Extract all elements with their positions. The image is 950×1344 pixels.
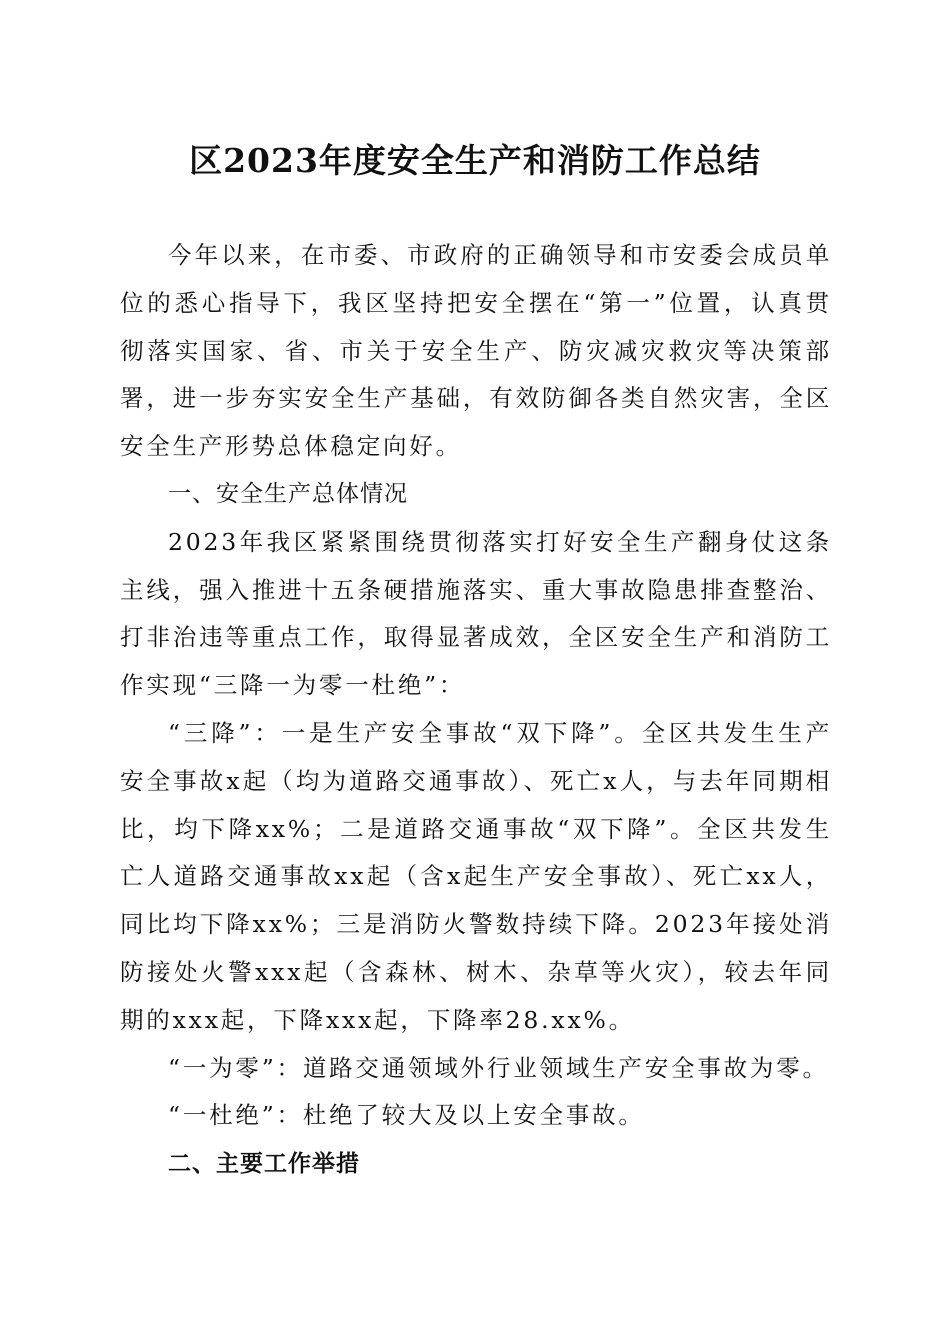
section-heading-1: 一、安全生产总体情况 <box>168 480 408 507</box>
section-heading-2: 二、主要工作举措 <box>168 1151 360 1178</box>
section1-paragraph-4: “一杜绝”：杜绝了较大及以上安全事故。 <box>168 1101 645 1130</box>
document-title: 区2023年度安全生产和消防工作总结 <box>189 141 761 180</box>
intro-paragraph: 今年以来，在市委、市政府的正确领导和市安委会成员单位的悉心指导下，我区坚持把安全摆在“第一”位置，认真贯彻落实国家、省、市关于安全生产、防灾减灾救灾等决策部署，进一步夯实安全生产基础，有效防御各类自然灾害，全区安全生产形势总体稳定向好。 <box>120 241 832 461</box>
section1-paragraph-3: “一为零”：道路交通领域外行业领域生产安全事故为零。 <box>168 1053 829 1082</box>
section1-paragraph-2: “三降”：一是生产安全事故“双下降”。全区共发生生产安全事故x起（均为道路交通事故）、死亡x人，与去年同期相比，均下降xx%；二是道路交通事故“双下降”。全区共发生亡人道路交通事故xx起（含x起生产安全事故）、死亡xx人，同比均下降xx%；三是消防火警数持续下降。2023年接处消防接处火警xxx起（含森林、树木、杂草等火灾），较去年同期的xxx起，下降xxx起，下降率28.xx%。 <box>120 718 832 1034</box>
document-body <box>120 232 832 1189</box>
section1-paragraph-1: 2023年我区紧紧围绕贯彻落实打好安全生产翻身仗这条主线，强入推进十五条硬措施落实、重大事故隐患排查整治、打非治违等重点工作，取得显著成效，全区安全生产和消防工作实现“三降一为零一杜绝”： <box>120 527 832 700</box>
